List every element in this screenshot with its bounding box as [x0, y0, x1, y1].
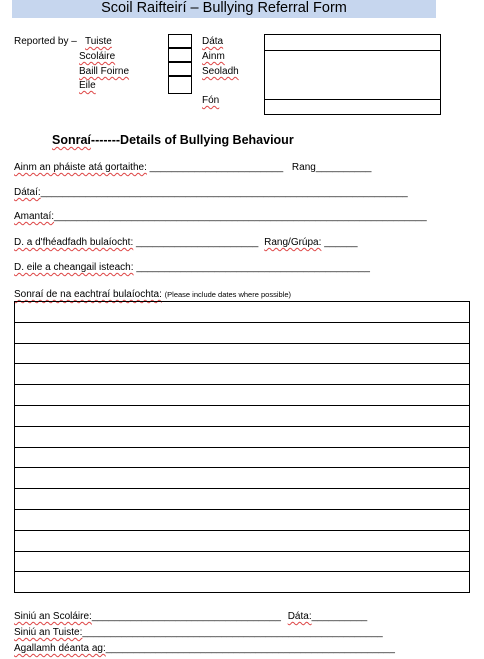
date-blank: __________ [311, 611, 368, 622]
table-cell[interactable] [15, 405, 470, 426]
table-row [15, 343, 470, 364]
field-label: Siniú an Tuiste: [14, 627, 83, 638]
reporter-option-parent: Tuiste [85, 36, 112, 47]
class-group-label: Rang/Grúpa: [264, 237, 322, 248]
details-note: (Please include dates where possible) [164, 290, 291, 299]
field-label: Agallamh déanta ag: [14, 643, 106, 654]
field-blank: ___________________________________________________________________ [54, 211, 427, 222]
name-label: Ainm [202, 51, 225, 62]
table-row [15, 468, 470, 489]
table-row [15, 551, 470, 572]
table-row [15, 405, 470, 426]
box-divider-bottom [265, 99, 440, 100]
table-cell[interactable] [15, 364, 470, 385]
others-involved-field[interactable] [14, 262, 370, 273]
class-blank: __________ [315, 162, 372, 173]
field-blank: ____________________________________________________ [105, 643, 395, 654]
student-checkbox[interactable] [168, 48, 192, 62]
other-checkbox[interactable] [168, 76, 192, 94]
table-cell[interactable] [15, 468, 470, 489]
student-signature-line[interactable] [14, 611, 367, 622]
field-label: D. eile a cheangail isteach: [14, 262, 134, 273]
table-cell[interactable] [15, 426, 470, 447]
table-row [15, 426, 470, 447]
heading-english: Details of Bullying Behaviour [120, 133, 294, 147]
table-row [15, 302, 470, 323]
table-cell[interactable] [15, 551, 470, 572]
field-blank: __________________________________________________________________ [40, 187, 408, 198]
date-label: Dáta: [287, 611, 312, 622]
class-label: Rang [291, 162, 316, 173]
contact-details-box[interactable] [264, 34, 441, 115]
address-label: Seoladh [202, 66, 239, 77]
dates-field[interactable] [14, 187, 408, 198]
table-cell[interactable] [15, 343, 470, 364]
details-label-text: Sonraí de na eachtraí bulaíochta: [14, 289, 162, 300]
field-label: Amantaí: [14, 211, 55, 222]
field-blank: ________________________ [149, 162, 284, 173]
table-cell[interactable] [15, 447, 470, 468]
form-title: Scoil Raifteirí – Bullying Referral Form [12, 0, 436, 18]
times-field[interactable] [14, 211, 427, 222]
parent-checkbox[interactable] [168, 34, 192, 48]
reporter-option-student: Scoláire [79, 51, 116, 62]
phone-label: Fón [202, 95, 220, 106]
table-cell[interactable] [15, 302, 470, 323]
field-label: Ainm an pháiste atá gortaithe: [14, 162, 147, 173]
table-cell[interactable] [15, 572, 470, 593]
incident-details-table[interactable] [14, 301, 470, 593]
table-row [15, 447, 470, 468]
reporter-option-other: Eile [79, 80, 96, 91]
injured-child-field[interactable] [14, 162, 371, 173]
parent-signature-line[interactable] [14, 627, 383, 638]
class-group-blank: ______ [324, 237, 358, 248]
table-row [15, 322, 470, 343]
date-label: Dáta [202, 36, 224, 47]
field-label: D. a d'fhéadfadh bulaíocht: [14, 237, 134, 248]
field-blank: ______________________________________________________ [82, 627, 383, 638]
table-row [15, 385, 470, 406]
reporter-option-staff: Baill Foirne [79, 66, 130, 77]
heading-irish: Sonraí [52, 133, 91, 147]
table-row [15, 572, 470, 593]
table-cell[interactable] [15, 489, 470, 510]
table-cell[interactable] [15, 530, 470, 551]
field-blank: __________________________________ [91, 611, 281, 622]
table-row [15, 489, 470, 510]
reported-by-label: Reported by – [14, 36, 77, 47]
table-row [15, 530, 470, 551]
table-cell[interactable] [15, 385, 470, 406]
heading-dashes: ------- [90, 133, 121, 147]
field-label: Siniú an Scoláire: [14, 611, 92, 622]
table-row [15, 364, 470, 385]
interview-by-line[interactable] [14, 643, 395, 654]
table-cell[interactable] [15, 322, 470, 343]
field-blank: __________________________________________ [136, 262, 370, 273]
section-heading [52, 133, 294, 147]
possible-bully-field[interactable] [14, 237, 358, 248]
field-blank: ______________________ [136, 237, 259, 248]
incident-details-label [14, 289, 291, 300]
field-label: Dátaí: [14, 187, 41, 198]
staff-checkbox[interactable] [168, 62, 192, 76]
table-row [15, 509, 470, 530]
box-divider-top [265, 50, 440, 51]
table-cell[interactable] [15, 509, 470, 530]
